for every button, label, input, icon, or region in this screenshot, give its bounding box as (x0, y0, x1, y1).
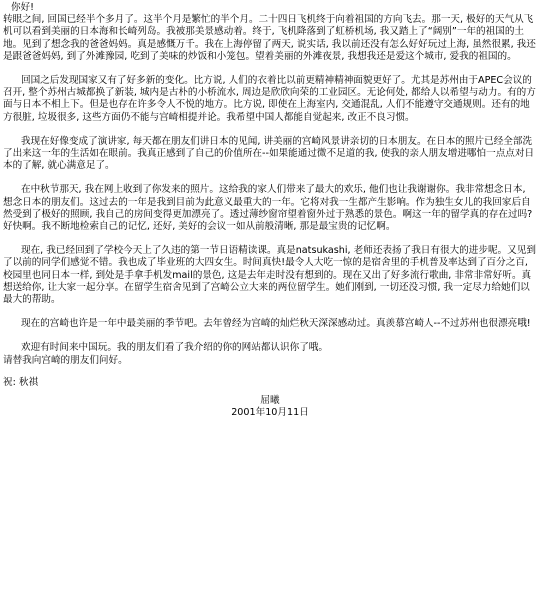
paragraph-speaker: 我现在好像变成了演讲家, 每天都在朋友们讲日本的见闻, 讲美丽的宫崎风景讲亲切的日本朋友。在日本的照片已经全部洗了出来这一年的生活如在眼前。我真正感到了自己的价值所在--如果能通过微不足道的我, 使我的亲人朋友增进哪怕一点点对日本的了解, 就心满意足了。 (3, 135, 535, 172)
paragraph-autumn-miyazaki: 现在的宫崎也许是一年中最美丽的季节吧。去年曾经为宫崎的灿烂秋天深深感动过。真羡慕宫崎人--不过苏州也很漂亮哦! (21, 318, 531, 330)
closing-greetings: 请替我向宫崎的朋友们问好。 (3, 354, 128, 366)
signature-date: 2001年10月11日 (231, 407, 309, 419)
closing-invitation: 欢迎有时间来中国玩。我的朋友们看了我介绍的你的网站都认识你了哦。 (21, 342, 328, 354)
letter-regards: 祝: 秋祺 (3, 376, 39, 388)
letter-closing (3, 342, 537, 366)
paragraph-return-trip: 转眼之间, 回国已经半个多月了。这半个月是繁忙的半个月。二十四日飞机终于向着祖国的方向飞去。那一天, 极好的天气从飞机可以看到美丽的日本海和长崎列岛。我被那美景感动着。终于, 飞机降落到了虹桥机场, 我又踏上了“阔别”一年的祖国的土地。见到了想念我的爸爸妈妈。真是感慨万千。我在上海停留了两天, 说实话, 我以前还没有怎么好好玩过上海, 虽然很累, 我还是跟爸爸妈妈, 到了外滩豫园, 吃到了美味的炒饭和小笼包。望着美丽的外滩夜景, 我想我还是爱这个城市, 爱我的祖国的。 (3, 14, 536, 62)
letter-greeting: 你好! (11, 2, 35, 13)
letter-body (3, 2, 537, 419)
signature-name: 屈曦 (260, 395, 280, 407)
paragraph-school: 现在, 我已经回到了学校今天上了久违的第一节日语精读课。真是natsukashi, 老师还表扬了我日有很大的进步呢。又见到了以前的同学们感觉不错。我也成了毕业班的大四女生。时间真快!最令人大吃一惊的是宿舍里的手机普及率达到了百分之百, 校园里也同日本一样, 到处是手拿手机发mail的景色, 这是去年走时没有想到的。现在又出了好多流行歌曲, 非常非常好听。真想送给你, 让大家一起分享。在留学生宿舍见到了宫崎公立大来的两位留学生。她们刚到, 一切还没习惯, 我一定尽力给她们以最大的帮助。 (3, 245, 536, 306)
paragraph-changes-in-china: 回国之后发现国家又有了好多新的变化。比方说, 人们的衣着比以前更精神精神面貌更好了。尤其是苏州由于APEC会议的召开, 整个苏州古城都换了新装, 城内是古朴的小桥流水, 周边是欣欣向荣的工业园区。无论何处, 都给人以希望与动力。有的方面与日本不相上下。但是也存在许多令人不悦的地方。比方说, 即使在上海室内, 交通混乱, 人们不能遵守交通规则。还有的地方很脏, 垃圾很多, 这些方面仍不能与宫崎相提并论。我希望中国人都能自觉起来, 改正不良习惯。 (3, 75, 536, 123)
letter-signature (3, 395, 537, 419)
paragraph-mid-autumn: 在中秋节那天, 我在网上收到了你发来的照片。这给我的家人们带来了最大的欢乐, 他们也让我谢谢你。我非常想念日本, 想念日本的朋友们。这过去的一年是我到目前为此意义最重大的一年。它将对我一生都产生影响。作为独生女儿的我回家后自然受到了极好的照顾, 我自己的房间变得更加漂亮了。透过薄纱窗帘望着窗外过于熟悉的景色。啊这一年的留学真的存在过吗?好快啊。我不断地检索自己的记忆, 还好, 美好的会议一如从前般清晰, 那是最宝贵的记忆啊。 (3, 184, 533, 233)
